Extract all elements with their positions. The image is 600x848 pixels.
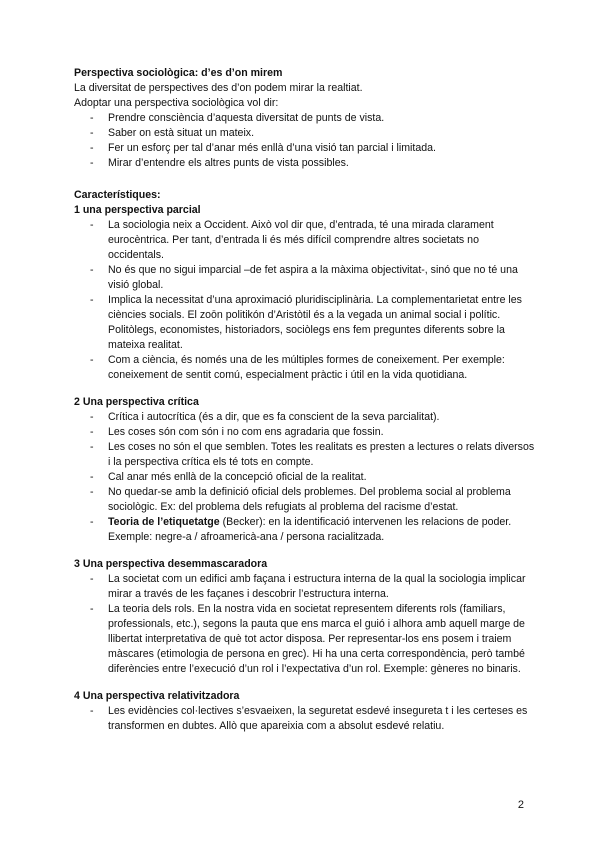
section-list (74, 572, 536, 677)
list-item: - Les evidències col·lectives s’esvaeixen, la seguretat esdevé insegureta t i les certeses es transformen en dubtes. Allò que apareixia com a absolut esdevé relatiu. (74, 704, 536, 734)
list-item: - Prendre consciència d’aquesta diversitat de punts de vista. (74, 111, 536, 126)
intro-list (74, 111, 536, 171)
section-title: 1 una perspectiva parcial (74, 204, 201, 216)
section-2 (74, 395, 536, 545)
section-4 (74, 689, 536, 734)
section-1 (74, 203, 536, 383)
list-item: - Fer un esforç per tal d’anar més enllà d’una visió tan parcial i limitada. (74, 141, 536, 156)
caracteristiques-heading: Característiques: (74, 189, 161, 201)
list-item: - La sociologia neix a Occident. Això vol dir que, d’entrada, té una mirada clarament eurocèntrica. Per tant, d’entrada li és més difícil comprendre altres societats no occidentals. (74, 218, 536, 263)
intro-heading: Perspectiva sociològica: d’es d’on mirem (74, 67, 283, 79)
list-item (74, 515, 536, 545)
term-bold: Teoria de l’etiquetatge (108, 516, 220, 528)
list-item: - Les coses no són el que semblen. Totes les realitats es presten a lectures o relats diversos i la perspectiva crítica els té tots en compte. (74, 440, 536, 470)
section-title: 4 Una perspectiva relativitzadora (74, 690, 240, 702)
list-item: - Crítica i autocrítica (és a dir, que es fa conscient de la seva parcialitat). (74, 410, 536, 425)
section-list (74, 410, 536, 545)
section-list (74, 704, 536, 734)
intro-line: La diversitat de perspectives des d’on podem mirar la realtiat. (74, 82, 363, 94)
list-item: - Com a ciència, és només una de les múltiples formes de coneixement. Per exemple: coneixement de sentit comú, especialment pràctic i útil en la vida quotidiana. (74, 353, 536, 383)
list-item: - La societat com un edifici amb façana i estructura interna de la qual la sociologia implicar mirar a través de les façanes i descobrir l’estructura interna. (74, 572, 536, 602)
page-number: 2 (517, 799, 524, 811)
list-item: - Saber on està situat un mateix. (74, 126, 536, 141)
list-item: - Mirar d’entendre els altres punts de vista possibles. (74, 156, 536, 171)
section-title: 2 Una perspectiva crítica (74, 396, 199, 408)
term-description: (Becker): en la identificació intervenen les relacions de poder. Exemple: negre-a / afroamericà-ana / persona racialitzada. (108, 516, 512, 543)
list-item: - No quedar-se amb la definició oficial dels problemes. Del problema social al problema sociològic. Ex: del problema dels refugiats al problema del racisme d’estat. (74, 485, 536, 515)
intro-line: Adoptar una perspectiva sociològica vol dir: (74, 97, 279, 109)
list-item: - Cal anar més enllà de la concepció oficial de la realitat. (74, 470, 536, 485)
section-list (74, 218, 536, 383)
section-3 (74, 557, 536, 677)
section-title: 3 Una perspectiva desemmascaradora (74, 558, 268, 570)
document-page (74, 66, 536, 734)
list-item: - La teoria dels rols. En la nostra vida en societat representem diferents rols (familiars, professionals, etc.), segons la pauta que ens marca el guió i alhora amb aquell marge de llibertat interpretativa de què tot actor disposa. Per representar-los ens posem i traiem màscares (etimologia de persona en grec). Hi ha una certa correspondència, però també diferències entre l’execució d’un rol i l’expectativa d’un rol. Exemple: gèneres no binaris. (74, 602, 536, 677)
list-item: - Les coses són com són i no com ens agradaria que fossin. (74, 425, 536, 440)
intro-block (74, 66, 536, 171)
list-item: - No és que no sigui imparcial –de fet aspira a la màxima objectivitat-, sinó que no té una visió global. (74, 263, 536, 293)
list-item: - Implica la necessitat d’una aproximació pluridisciplinària. La complementarietat entre les ciències socials. El zoōn politikón d’Aristòtil és a la vegada un animal social i polític. Politòlegs, economistes, historiadors, sociòlegs ens fem preguntes diferents sobre la mateixa realitat. (74, 293, 536, 353)
